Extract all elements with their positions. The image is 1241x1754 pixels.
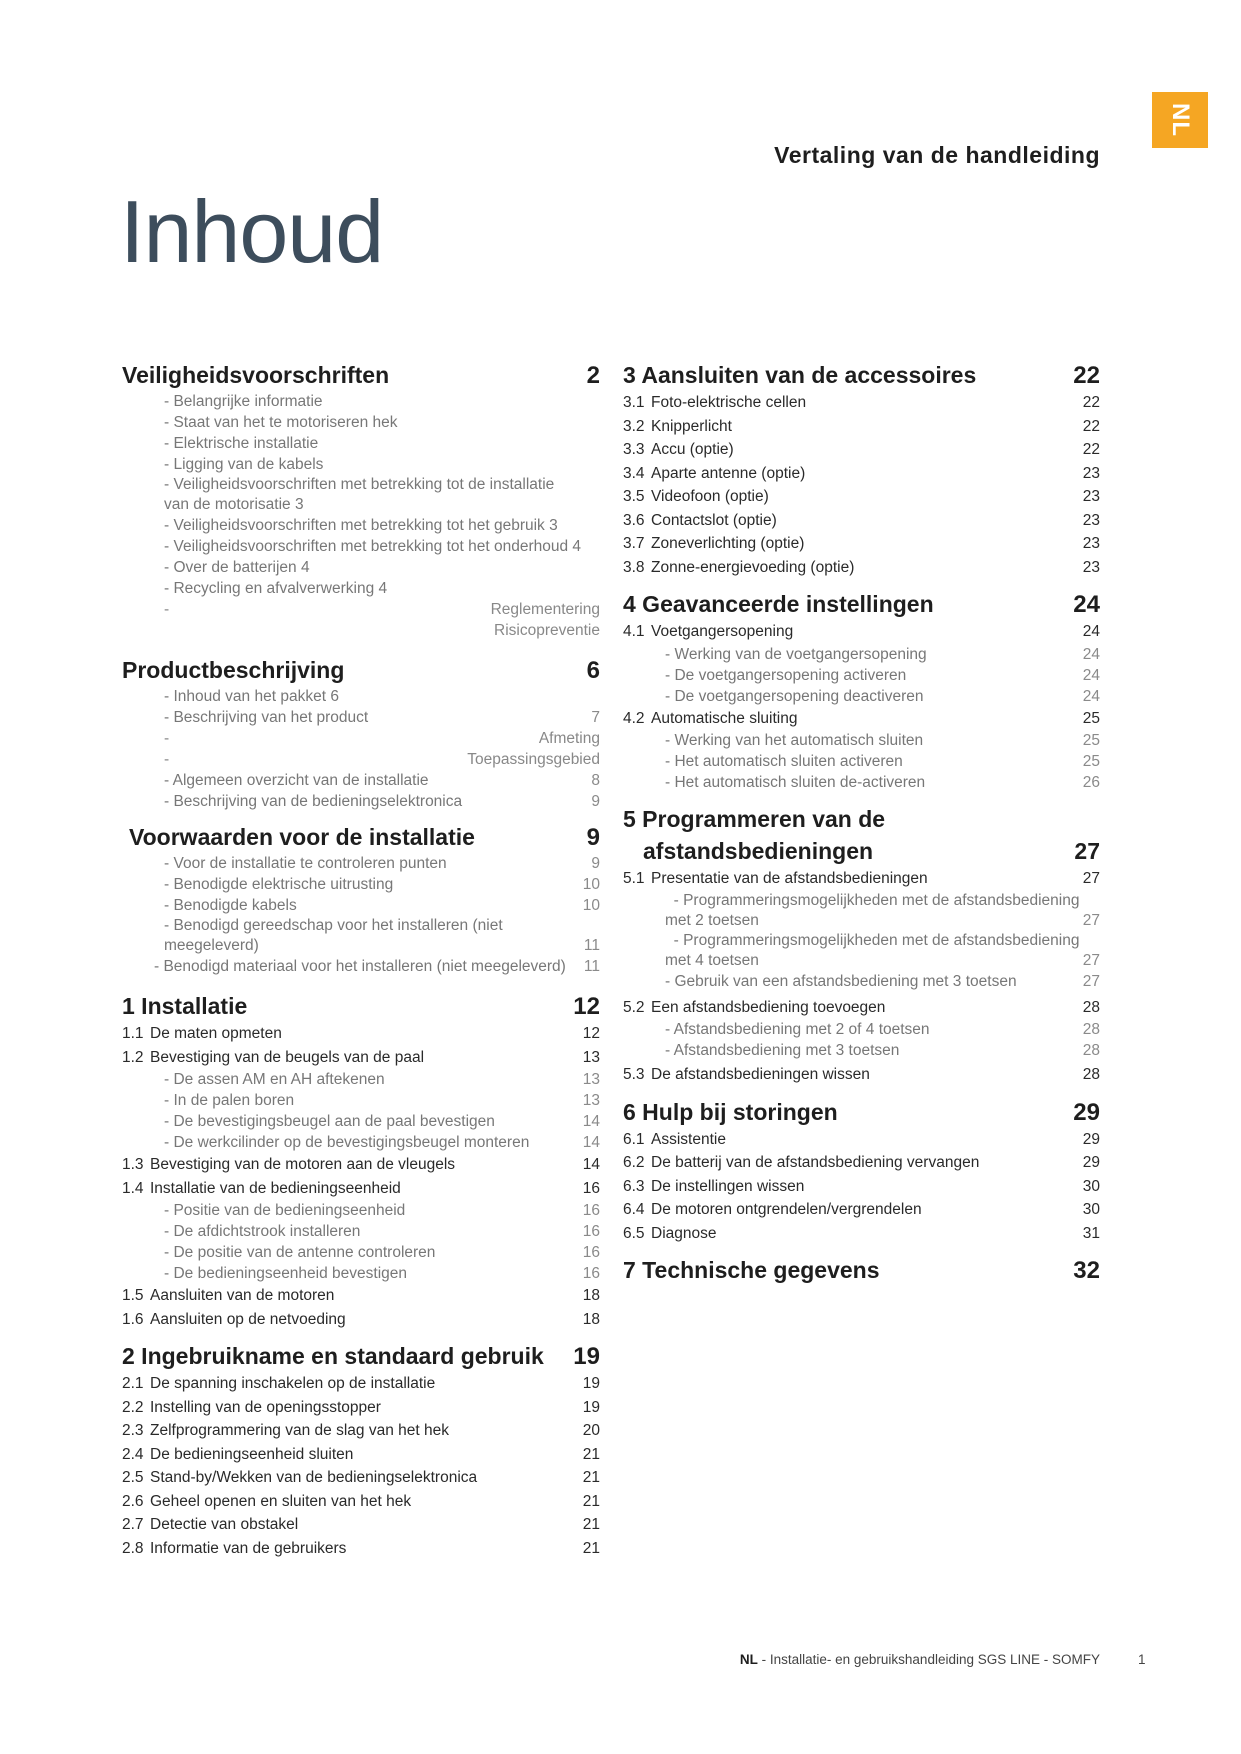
toc-item[interactable]: 6.5 Diagnose 31	[623, 1224, 1100, 1242]
toc-subitem[interactable]: - Ligging van de kabels	[164, 456, 324, 473]
toc-item[interactable]: 6.2 De batterij van de afstandsbediening vervangen 29	[623, 1154, 1100, 1171]
toc-subitem[interactable]: - Toepassingsgebied	[164, 751, 600, 768]
toc-section-4[interactable]: 4 Geavanceerde instellingen 24	[623, 591, 1100, 618]
toc-item[interactable]: 3.1 Foto-elektrische cellen 22	[623, 394, 1100, 411]
toc-subitem[interactable]: - De werkcilinder op de bevestigingsbeugel monteren 14	[164, 1134, 600, 1151]
toc-subitem[interactable]: - Benodigd gereedschap voor het installeren (niet meegeleverd) 11	[164, 917, 600, 954]
toc-item[interactable]: 3.5 Videofoon (optie) 23	[623, 488, 1100, 505]
toc-item[interactable]: 3.2 Knipperlicht 22	[623, 417, 1100, 435]
toc-section-product[interactable]: Productbeschrijving 6	[122, 657, 600, 684]
toc-subitem[interactable]: - De voetgangersopening activeren 24	[665, 666, 1100, 684]
toc-subitem[interactable]: Risicopreventie	[494, 622, 600, 639]
header-title: Vertaling van de handleiding	[774, 142, 1100, 168]
toc-item[interactable]: 1.4 Installatie van de bedieningseenheid 16	[122, 1179, 600, 1197]
toc-subitem[interactable]: - Programmeringsmogelijkheden met de afstandsbediening met 2 toetsen 27	[665, 891, 1100, 929]
toc-item[interactable]: 1.5 Aansluiten van de motoren 18	[122, 1287, 600, 1304]
toc-subitem[interactable]: - Veiligheidsvoorschriften met betrekking tot de installatie van de motorisatie 3	[164, 476, 555, 513]
toc-subitem[interactable]: - De bedieningseenheid bevestigen 16	[164, 1265, 600, 1282]
toc-subitem[interactable]: - Benodigd materiaal voor het installeren (niet meegeleverd) 11	[154, 958, 600, 975]
toc-subitem[interactable]: - Benodigde kabels 10	[164, 897, 600, 914]
toc-item[interactable]: 5.3 De afstandsbedieningen wissen 28	[623, 1066, 1100, 1083]
toc-left-column	[122, 360, 600, 1560]
toc-subitem[interactable]: - Werking van het automatisch sluiten 25	[665, 732, 1100, 749]
section-1-list	[122, 1022, 600, 1331]
toc-item[interactable]: 2.3 Zelfprogrammering van de slag van het hek 20	[122, 1422, 600, 1439]
toc-section-5[interactable]: 5 Programmeren van de afstandsbedieningen 27	[623, 806, 1100, 864]
toc-subitem[interactable]: - Programmeringsmogelijkheden met de afstandsbediening met 4 toetsen 27	[665, 931, 1100, 969]
language-tab: NL	[1152, 92, 1208, 148]
toc-subitem[interactable]: - Afstandsbediening met 3 toetsen 28	[665, 1042, 1100, 1059]
toc-subitem[interactable]: - De bevestigingsbeugel aan de paal bevestigen 14	[164, 1113, 600, 1130]
toc-item[interactable]: 2.1 De spanning inschakelen op de installatie 19	[122, 1375, 600, 1392]
toc-item[interactable]: 5.1 Presentatie van de afstandsbedieningen 27	[623, 870, 1100, 887]
toc-subitem[interactable]: - Algemeen overzicht van de installatie 8	[164, 772, 600, 789]
toc-subitem[interactable]: - Gebruik van een afstandsbediening met 3 toetsen 27	[665, 972, 1100, 990]
toc-subitem[interactable]: - Beschrijving van de bedieningselektronica 9	[164, 793, 600, 810]
toc-subitem[interactable]: - Staat van het te motoriseren hek	[164, 414, 398, 431]
toc-item[interactable]: 3.4 Aparte antenne (optie) 23	[623, 464, 1100, 482]
toc-item[interactable]: 2.7 Detectie van obstakel 21	[122, 1516, 600, 1533]
toc-subitem[interactable]: - Afmeting	[164, 730, 600, 747]
toc-subitem[interactable]: - Over de batterijen 4	[164, 559, 310, 576]
toc-item[interactable]: 2.6 Geheel openen en sluiten van het hek 21	[122, 1492, 600, 1510]
toc-subitem[interactable]: - De afdichtstrook installeren 16	[164, 1223, 600, 1240]
toc-subitem[interactable]: - Veiligheidsvoorschriften met betrekking tot het gebruik 3	[164, 517, 558, 534]
toc-subitem[interactable]: - Werking van de voetgangersopening 24	[665, 645, 1100, 663]
toc-section-2[interactable]: 2 Ingebruikname en standaard gebruik 19	[122, 1343, 600, 1370]
toc-subitem[interactable]: - Inhoud van het pakket 6	[164, 688, 339, 705]
toc-subitem[interactable]: - De voetgangersopening deactiveren 24	[665, 687, 1100, 705]
toc-right-column	[623, 360, 1100, 1286]
toc-subitem[interactable]: - De positie van de antenne controleren 16	[164, 1244, 600, 1261]
toc-subitem[interactable]: - Afstandsbediening met 2 of 4 toetsen 28	[665, 1021, 1100, 1038]
toc-subitem[interactable]: - Positie van de bedieningseenheid 16	[164, 1202, 600, 1219]
toc-section-6[interactable]: 6 Hulp bij storingen 29	[623, 1098, 1100, 1126]
toc-item[interactable]: 2.4 De bedieningseenheid sluiten 21	[122, 1445, 600, 1463]
toc-item[interactable]: 1.1 De maten opmeten 12	[122, 1025, 600, 1042]
toc-subitem[interactable]: - Reglementering	[164, 601, 600, 618]
toc-item[interactable]: 6.4 De motoren ontgrendelen/vergrendelen 30	[623, 1201, 1100, 1218]
toc-subitem[interactable]: - Benodigde elektrische uitrusting 10	[164, 876, 600, 893]
toc-subitem[interactable]: - Belangrijke informatie	[164, 393, 323, 410]
section-6-list	[623, 1128, 1100, 1246]
safety-list	[122, 391, 600, 641]
toc-subitem[interactable]: - Veiligheidsvoorschriften met betrekking tot het onderhoud 4	[164, 538, 582, 555]
footer: NL - Installatie- en gebruikshandleiding SGS LINE - SOMFY	[739, 1652, 1100, 1667]
toc-item[interactable]: 5.2 Een afstandsbediening toevoegen 28	[623, 998, 1100, 1016]
toc-subitem[interactable]: - Beschrijving van het product 7	[164, 709, 600, 726]
toc-item[interactable]: 4.1 Voetgangersopening 24	[623, 623, 1100, 640]
toc-section-1[interactable]: 1 Installatie 12	[122, 993, 600, 1020]
toc-subitem[interactable]: - Het automatisch sluiten activeren 25	[665, 753, 1100, 770]
toc-item[interactable]: 3.8 Zonne-energievoeding (optie) 23	[623, 558, 1100, 576]
toc-section-7[interactable]: 7 Technische gegevens 32	[623, 1257, 1100, 1284]
toc-section-safety[interactable]: Veiligheidsvoorschriften 2	[122, 362, 600, 389]
page-number: 1	[1138, 1652, 1146, 1667]
toc-item[interactable]: 6.1 Assistentie 29	[623, 1130, 1100, 1148]
toc-subitem[interactable]: - Het automatisch sluiten de-activeren 26	[665, 774, 1100, 791]
toc-section-conditions[interactable]: Voorwaarden voor de installatie 9	[129, 824, 600, 851]
toc-item[interactable]: 1.3 Bevestiging van de motoren aan de vleugels 14	[122, 1156, 600, 1173]
toc-item[interactable]: 1.6 Aansluiten op de netvoeding 18	[122, 1310, 600, 1328]
toc-item[interactable]: 3.7 Zoneverlichting (optie) 23	[623, 535, 1100, 552]
section-2-list	[122, 1372, 600, 1560]
toc-item[interactable]: 6.3 De instellingen wissen 30	[623, 1177, 1100, 1195]
section-3-list	[623, 391, 1100, 579]
toc-item[interactable]: 3.6 Contactslot (optie) 23	[623, 511, 1100, 529]
toc-subitem[interactable]: - In de palen boren 13	[164, 1092, 600, 1109]
toc-item[interactable]: 3.3 Accu (optie) 22	[623, 441, 1100, 458]
toc-subitem[interactable]: - Voor de installatie te controleren punten 9	[164, 855, 600, 872]
section-4-list	[623, 620, 1100, 793]
toc-subitem[interactable]: - De assen AM en AH aftekenen 13	[164, 1071, 600, 1088]
toc-subitem[interactable]: - Elektrische installatie	[164, 435, 319, 452]
toc-item[interactable]: 1.2 Bevestiging van de beugels van de paal 13	[122, 1048, 600, 1066]
toc-item[interactable]: 4.2 Automatische sluiting 25	[623, 709, 1100, 727]
page-title: Inhoud	[120, 182, 384, 281]
toc-item[interactable]: 2.8 Informatie van de gebruikers 21	[122, 1539, 600, 1557]
toc-subitem[interactable]: - Recycling en afvalverwerking 4	[164, 580, 388, 597]
toc-item[interactable]: 2.5 Stand-by/Wekken van de bedieningselektronica 21	[122, 1469, 600, 1486]
toc-item[interactable]: 2.2 Instelling van de openingsstopper 19	[122, 1398, 600, 1416]
toc-section-3[interactable]: 3 Aansluiten van de accessoires 22	[623, 362, 1100, 389]
